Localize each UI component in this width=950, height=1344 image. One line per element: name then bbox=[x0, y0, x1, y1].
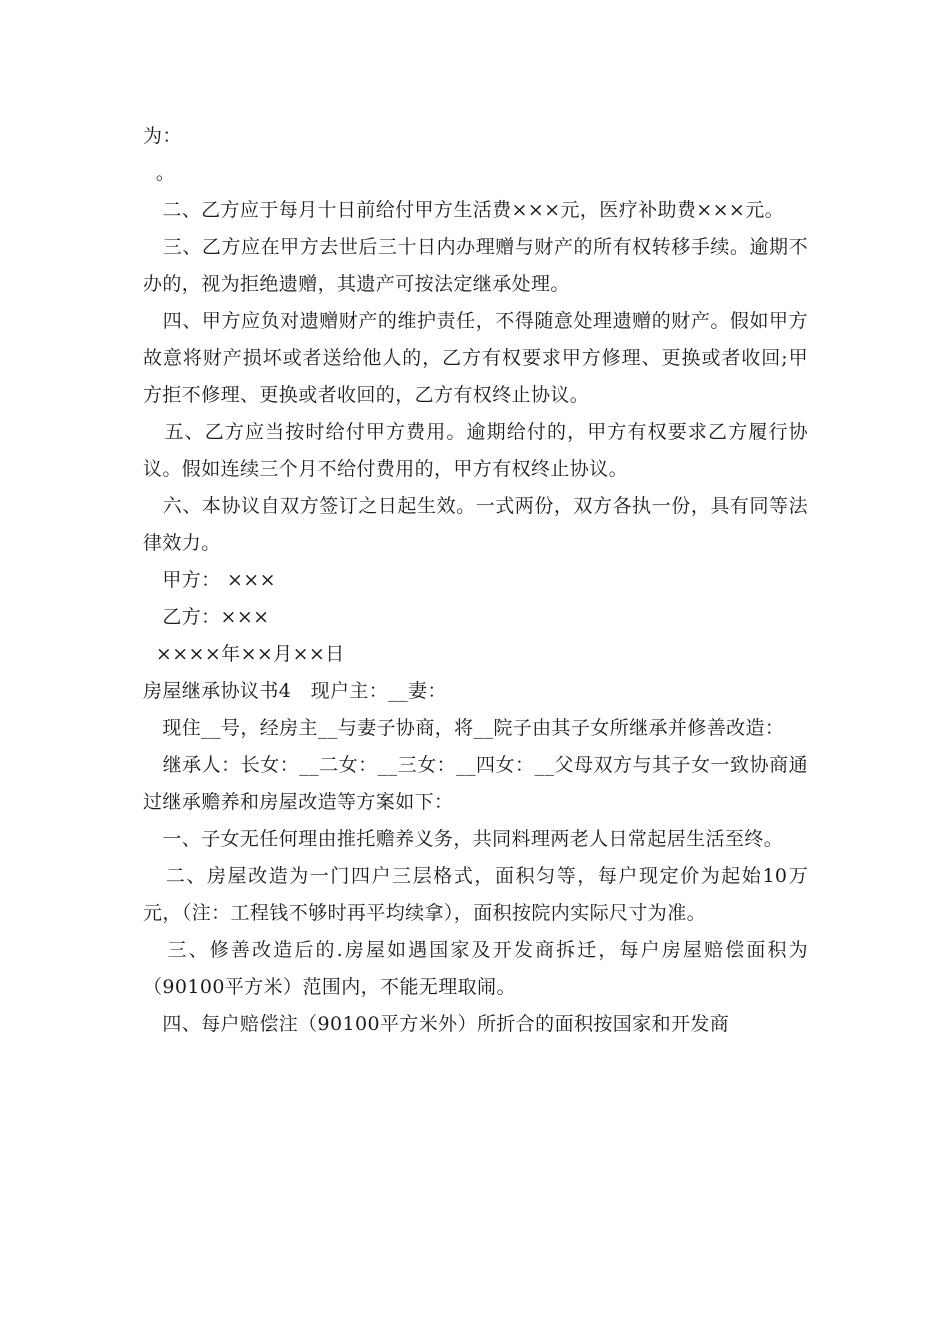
agreement-4-heirs: 继承人：长女：__二女：__三女：__四女：__父母双方与其子女一致协商通过继承赡养和房屋改造等方案如下： bbox=[143, 754, 808, 813]
clause-4: 四、甲方应负对遗赠财产的维护责任，不得随意处理遗赠的财产。假如甲方故意将财产损坏或者送给他人的，乙方有权要求甲方修理、更换或者收回;甲方拒不修理、更换或者收回的，乙方有权终止协议。 bbox=[143, 310, 808, 406]
clause-5: 五、乙方应当按时给付甲方费用。逾期给付的，甲方有权要求乙方履行协议。假如连续三个月不给付费用的，甲方有权终止协议。 bbox=[143, 421, 808, 480]
clause-2: 二、乙方应于每月十日前给付甲方生活费×××元，医疗补助费×××元。 bbox=[143, 199, 785, 221]
party-a-signature: 甲方： ××× bbox=[143, 569, 276, 591]
document-body bbox=[143, 118, 808, 1043]
agreement-4-clause-2: 二、房屋改造为一门四户三层格式，面积匀等，每户现定价为起始10万元，（注：工程钱不够时再平均续拿），面积按院内实际尺寸为准。 bbox=[143, 865, 808, 924]
clause-6: 六、本协议自双方签订之日起生效。一式两份，双方各执一份，具有同等法律效力。 bbox=[143, 495, 808, 554]
paragraph-continuation: 为： bbox=[143, 125, 182, 147]
agreement-4-intro: 现住__号，经房主__与妻子协商，将__院子由其子女所继承并修善改造： bbox=[143, 717, 785, 739]
clause-3: 三、乙方应在甲方去世后三十日内办理赠与财产的所有权转移手续。逾期不办的，视为拒绝遗赠，其遗产可按法定继承处理。 bbox=[143, 236, 808, 295]
agreement-4-clause-1: 一、子女无任何理由推托赡养义务，共同料理两老人日常起居生活至终。 bbox=[143, 828, 784, 850]
agreement-4-clause-3: 三、修善改造后的.房屋如遇国家及开发商拆迁，每户房屋赔偿面积为（90100平方米）范围内，不能无理取闹。 bbox=[143, 939, 808, 998]
paragraph-period: 。 bbox=[143, 162, 176, 184]
signature-date: ××××年××月××日 bbox=[143, 643, 345, 665]
party-b-signature: 乙方：××× bbox=[143, 606, 270, 628]
agreement-4-clause-4: 四、每户赔偿注（90100平方米外）所折合的面积按国家和开发商 bbox=[143, 1013, 730, 1035]
agreement-4-heading: 房屋继承协议书4 现户主：__妻： bbox=[143, 680, 447, 702]
